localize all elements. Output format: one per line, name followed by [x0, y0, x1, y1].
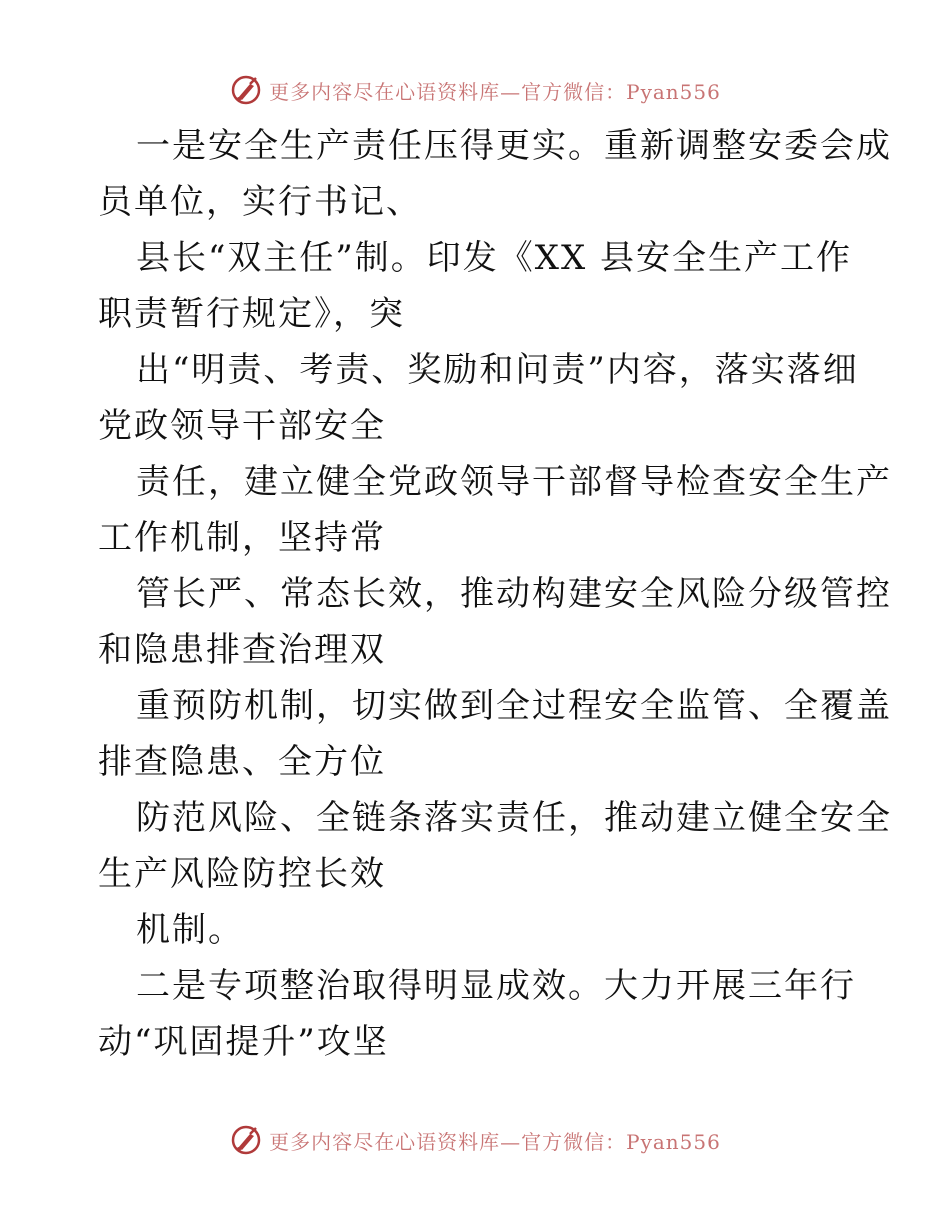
header-watermark [0, 70, 950, 110]
body-line: 重预防机制，切实做到全过程安全监管、全覆盖 [136, 686, 892, 726]
body-line: 职责暂行规定》，突 [98, 294, 405, 334]
body-line: 县长“双主任”制。印发《XX 县安全生产工作 [136, 238, 852, 278]
body-line: 管长严、常态长效，推动构建安全风险分级管控 [136, 574, 892, 614]
footer-watermark [0, 1120, 950, 1160]
body-line: 防范风险、全链条落实责任，推动建立健全安全 [136, 798, 892, 838]
body-line: 排查隐患、全方位 [98, 742, 386, 782]
watermark-text: 更多内容尽在心语资料库—官方微信：Pyan556 [269, 79, 721, 104]
body-line: 出“明责、考责、奖励和问责”内容，落实落细 [136, 350, 859, 390]
body-line: 员单位，实行书记、 [98, 182, 422, 222]
brush-logo-icon [229, 1123, 263, 1157]
body-line: 一是安全生产责任压得更实。重新调整安委会成 [136, 126, 892, 166]
body-line: 生产风险防控长效 [98, 854, 386, 894]
document-body [98, 118, 892, 1070]
body-line: 机制。 [136, 910, 244, 950]
body-line: 工作机制，坚持常 [98, 518, 386, 558]
body-line: 二是专项整治取得明显成效。大力开展三年行 [136, 966, 856, 1006]
body-line: 党政领导干部安全 [98, 406, 386, 446]
body-line: 和隐患排查治理双 [98, 630, 386, 670]
watermark-text: 更多内容尽在心语资料库—官方微信：Pyan556 [269, 1129, 721, 1154]
body-line: 动“巩固提升”攻坚 [98, 1022, 389, 1062]
brush-logo-icon [229, 73, 263, 107]
body-line: 责任，建立健全党政领导干部督导检查安全生产 [136, 462, 892, 502]
